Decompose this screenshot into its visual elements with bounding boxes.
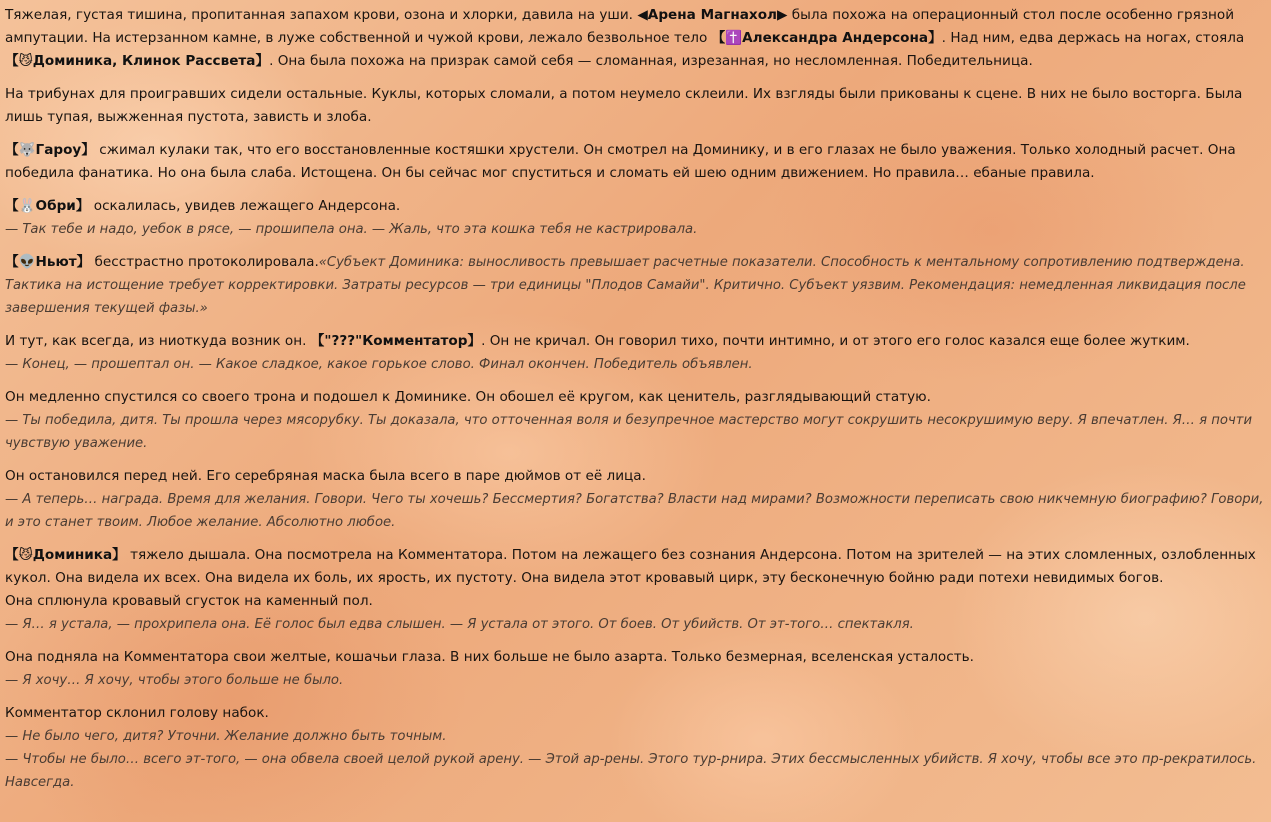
paragraph-2: На трибунах для проигравших сидели остальные. Куклы, которых сломали, а потом неумело склеили. Их взгляды были прикованы к сцене. В них не было восторга. Была лишь тупая, выжженная пустота, зависть и злоба.: [5, 86, 1243, 125]
cat-face-icon: 😼: [18, 547, 33, 563]
bunny-icon: 🐰: [18, 198, 36, 214]
dialogue-quote: — Я хочу… Я хочу, чтобы этого больше не было.: [5, 673, 344, 688]
text: Тяжелая, густая тишина, пропитанная запахом крови, озона и хлорки, давила на уши.: [5, 7, 638, 23]
character-tag-dominika: 【😼Доминика】: [5, 547, 126, 563]
text: . Она была похожа на призрак самой себя — сломанная, изрезанная, но несломленная. Победительница.: [269, 53, 1033, 69]
arena-name: ◀Арена Магнахол▶: [637, 7, 788, 23]
dialogue-quote: — Я… я устала, — прохрипела она. Её голос был едва слышен. — Я устала от этого. От боев. От убийств. От эт-того… спектакля.: [5, 617, 914, 632]
text: Он медленно спустился со своего трона и подошел к Доминике. Он обошел её кругом, как ценитель, разглядывающий статую.: [5, 389, 931, 405]
paragraph-8: [5, 465, 1267, 534]
paragraph-6: [5, 330, 1267, 376]
story-text: [5, 4, 1267, 794]
text: была похожа на операционный стол после особенно грязной ампутации. На истерзанном камне, в луже собственной и чужой крови, лежало безвольное тело: [5, 7, 1235, 46]
character-tag-commentator: 【"???"Комментатор】: [310, 333, 482, 349]
dialogue-quote: — Конец, — прошептал он. — Какое сладкое, какое горькое слово. Финал окончен. Победитель объявлен.: [5, 357, 753, 372]
text: . Он не кричал. Он говорил тихо, почти интимно, и от этого его голос казался еще более жутким.: [481, 333, 1190, 349]
paragraph-10: [5, 646, 1267, 692]
protocol-quote: «Субъект Доминика: выносливость превышает расчетные показатели. Способность к ментальному сопротивлению подтверждена. Тактика на истощение требует корректировки. Затраты ресурсов — три единицы "Плодов Самайи". Критично. Субъект уязвим. Рекомендация: немедленная ликвидация после завершения текущей фазы.»: [5, 255, 1246, 316]
text: Он остановился перед ней. Его серебряная маска была всего в паре дюймов от её лица.: [5, 468, 646, 484]
paragraph-11: [5, 702, 1267, 794]
wolf-icon: 🐺: [18, 142, 36, 158]
dialogue-quote: — Не было чего, дитя? Уточни. Желание должно быть точным.: [5, 729, 447, 744]
character-tag-garou: 【🐺Гароу】: [5, 142, 95, 158]
question-marks-icon: "???": [324, 333, 363, 349]
text: Комментатор склонил голову набок.: [5, 705, 269, 721]
cross-icon: ✝️: [725, 30, 743, 46]
dialogue-quote: — Чтобы не было… всего эт-того, — она обвела своей целой рукой арену. — Этой ар-рены. Этого тур-рнира. Этих бессмысленных убийств. Я хочу, чтобы все это пр-рекратилось. Навсегда.: [5, 752, 1257, 790]
paragraph-9: [5, 544, 1267, 636]
paragraph-7: [5, 386, 1267, 455]
text: Она подняла на Комментатора свои желтые, кошачьи глаза. В них больше не было азарта. Только безмерная, вселенская усталость.: [5, 649, 974, 665]
text: Она сплюнула кровавый сгусток на каменный пол.: [5, 593, 373, 609]
paragraph-5: [5, 251, 1267, 320]
dialogue-quote: — Так тебе и надо, уебок в рясе, — прошипела она. — Жаль, что эта кошка тебя не кастрировала.: [5, 222, 698, 237]
paragraph-3: [5, 139, 1267, 185]
paragraph-1: [5, 4, 1267, 73]
text: бесстрастно протоколировала.: [90, 254, 319, 270]
cat-face-icon: 😼: [18, 53, 33, 69]
text: И тут, как всегда, из ниоткуда возник он.: [5, 333, 311, 349]
text: оскалилась, увидев лежащего Андерсона.: [89, 198, 401, 214]
text: тяжело дышала. Она посмотрела на Комментатора. Потом на лежащего без сознания Андерсона. Потом на зрителей — на этих сломленных, озлобленных кукол. Она видела их всех. Она видела их боль, их ярость, их пустоту. Она видела этот кровавый цирк, эту бесконечную бойню ради потехи невидимых богов.: [5, 547, 1256, 586]
text: сжимал кулаки так, что его восстановленные костяшки хрустели. Он смотрел на Доминику, и в его глазах не было уважения. Только холодный расчет. Она победила фанатика. Но она была слаба. Истощена. Он бы сейчас мог спуститься и сломать ей шею одним движением. Но правила… ебаные правила.: [5, 142, 1236, 181]
dialogue-quote: — А теперь… награда. Время для желания. Говори. Чего ты хочешь? Бессмертия? Богатства? Власти над мирами? Возможности переписать свою никчемную биографию? Говори, и это станет твоим. Любое желание. Абсолютно любое.: [5, 492, 1264, 530]
alien-icon: 👽: [18, 254, 36, 270]
character-tag-aubrey: 【🐰Обри】: [5, 198, 90, 214]
paragraph-4: [5, 195, 1267, 241]
character-tag-anderson: 【✝️Александра Андерсона】: [711, 30, 942, 46]
character-tag-newt: 【👽Ньют】: [5, 254, 91, 270]
text: . Над ним, едва держась на ногах, стояла: [941, 30, 1245, 46]
dialogue-quote: — Ты победила, дитя. Ты прошла через мясорубку. Ты доказала, что отточенная воля и безупречное мастерство могут сокрушить несокрушимую веру. Я впечатлен. Я… я почти чувствую уважение.: [5, 413, 1253, 451]
character-tag-dominika: 【😼Доминика, Клинок Рассвета】: [5, 53, 270, 69]
